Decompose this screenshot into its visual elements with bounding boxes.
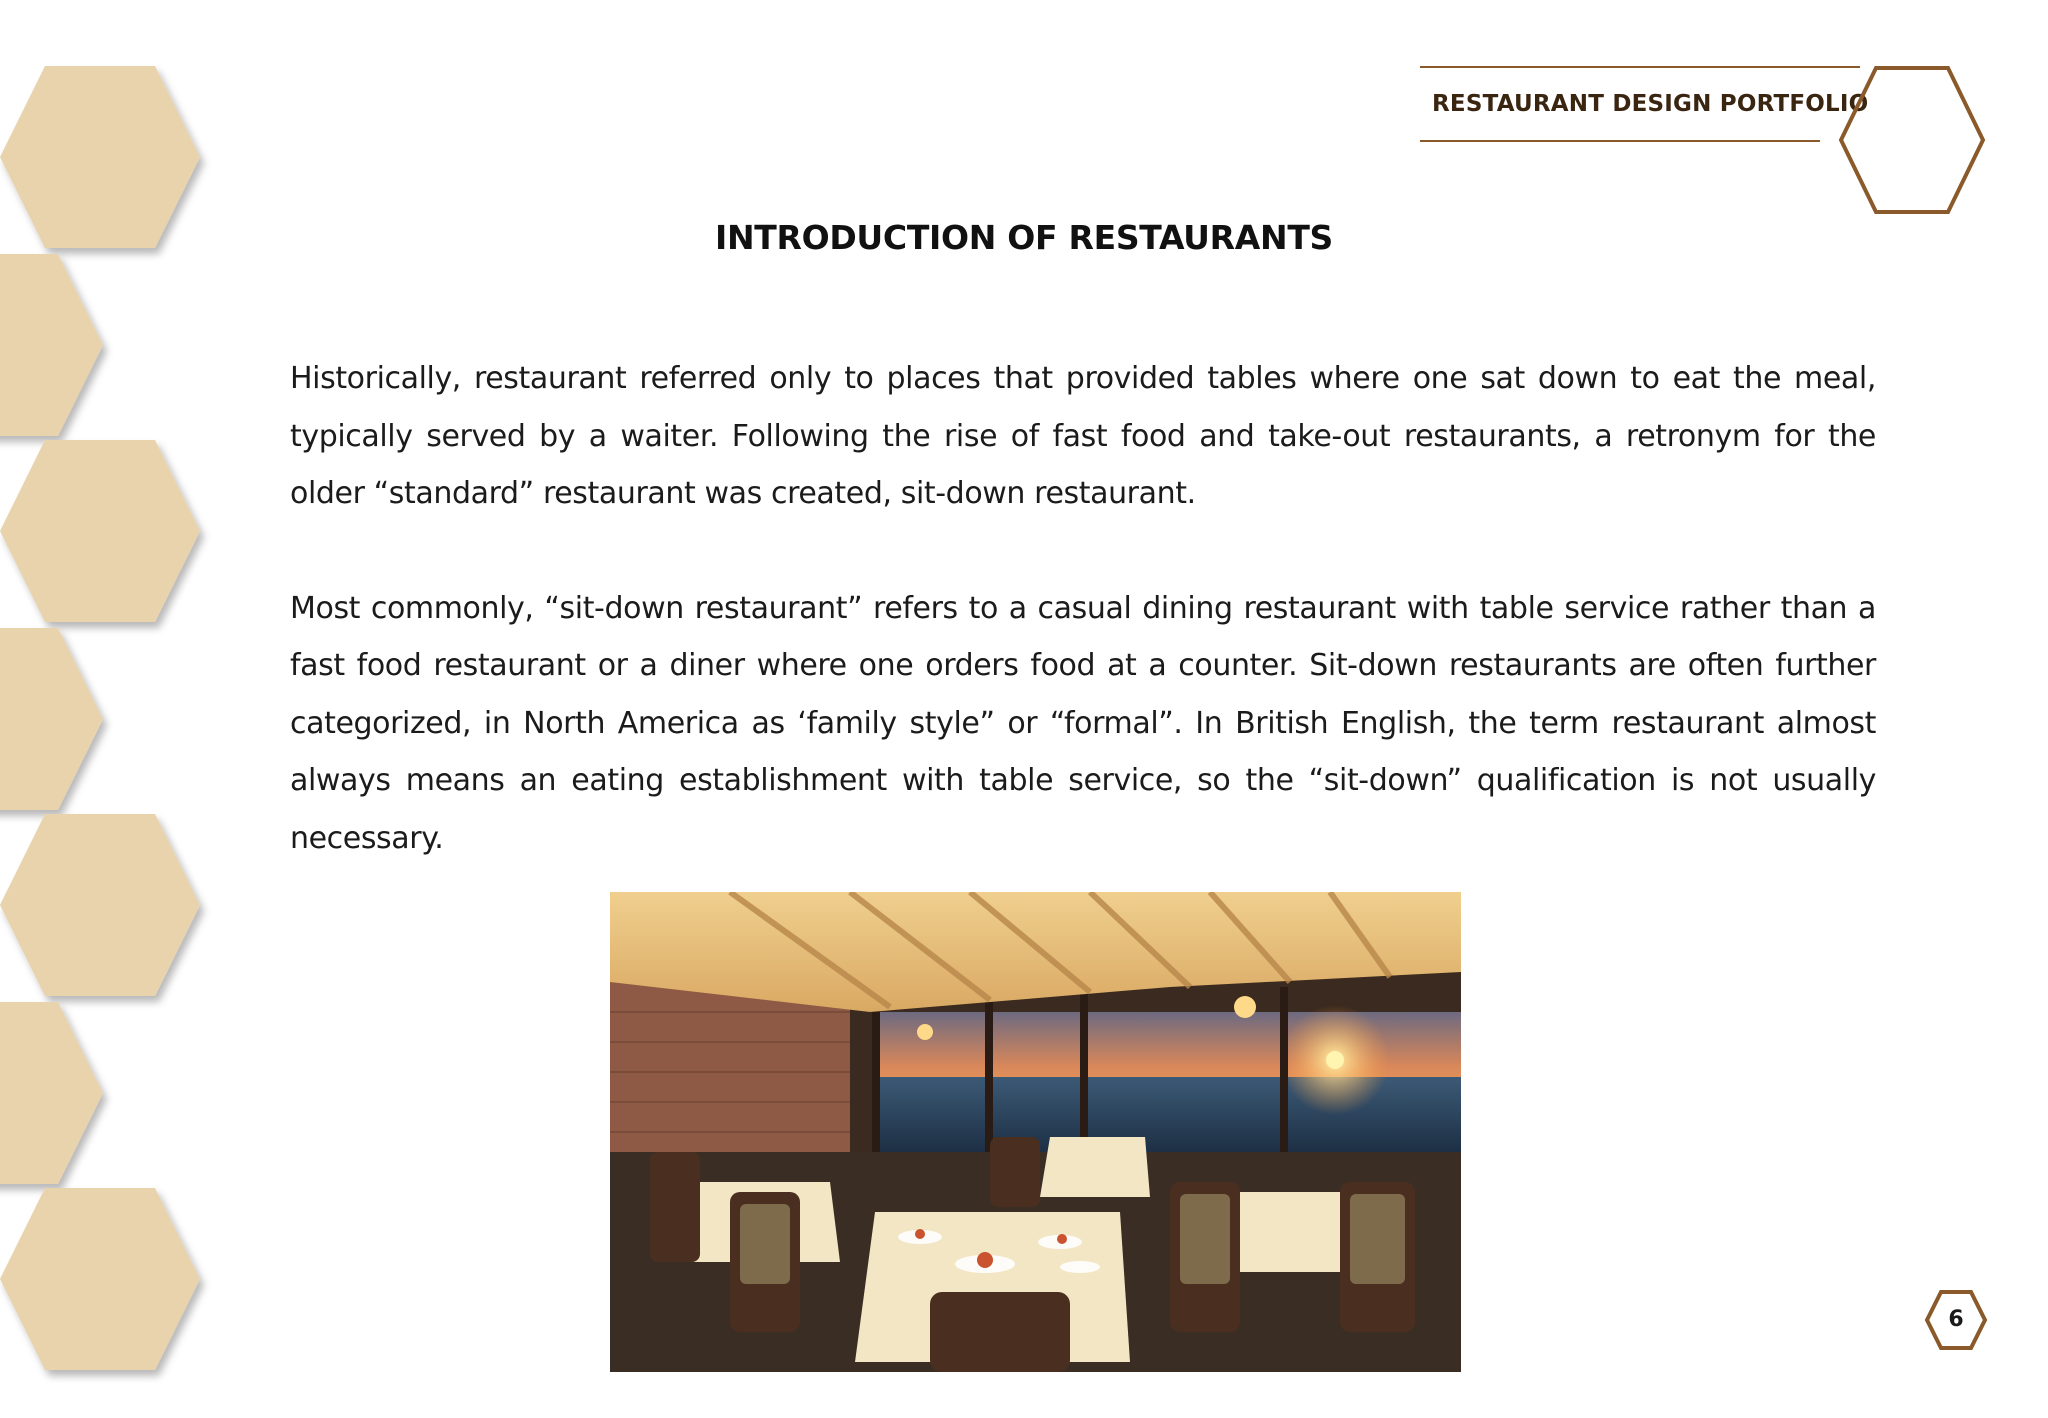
hexagon-outline-icon (1838, 64, 1986, 216)
hexagon-icon (0, 814, 200, 996)
hexagon-icon (0, 628, 103, 810)
hexagon-icon (0, 1188, 200, 1370)
portfolio-label: RESTAURANT DESIGN PORTFOLIO (1432, 91, 1869, 117)
body-text (290, 350, 1876, 867)
restaurant-dining-room-photo (610, 892, 1461, 1372)
hexagon-icon (0, 440, 200, 622)
paragraph-2: Most commonly, “sit-down restaurant” refers to a casual dining restaurant with table service rather than a fast food restaurant or a diner where one orders food at a counter. Sit-down restaurants are often further categorized, in North America as ‘family style” or “formal”. In British English, the term restaurant almost always means an eating establishment with table service, so the “sit-down” qualification is not usually necessary. (290, 590, 1876, 856)
page-title: INTRODUCTION OF RESTAURANTS (714, 218, 1334, 257)
hexagon-column-decoration (0, 0, 230, 1418)
page-number: 6 (1948, 1307, 1964, 1332)
paragraph-1: Historically, restaurant referred only to places that provided tables where one sat down to eat the meal, typically served by a waiter. Following the rise of fast food and take-out restaurants, a retronym for the older “standard” restaurant was created, sit-down restaurant. (290, 361, 1876, 511)
hexagon-icon (0, 1002, 103, 1184)
portfolio-header (1420, 60, 2000, 220)
hexagon-icon (0, 254, 103, 436)
header-rule-bottom (1420, 140, 1820, 142)
header-rule-top (1420, 66, 1860, 68)
page-number-badge (1924, 1288, 1988, 1352)
